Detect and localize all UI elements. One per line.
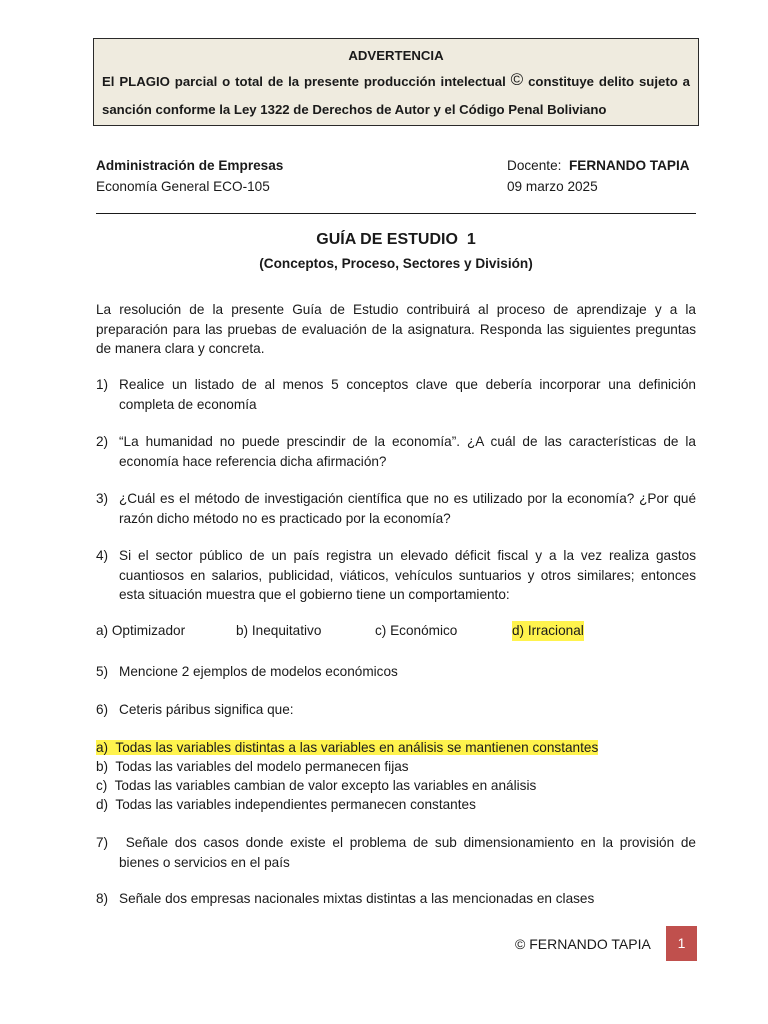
- question-5: [96, 662, 696, 682]
- page-number-badge: 1: [666, 926, 697, 961]
- option-d-highlighted: d) Irracional: [512, 621, 584, 641]
- question-text: Señale dos casos donde existe el problema de sub dimensionamiento en la provisión de bienes o servicios en el país: [119, 835, 696, 870]
- option-a-highlighted: a) Todas las variables distintas a las variables en análisis se mantienen constantes: [96, 740, 599, 755]
- question-number: 3): [96, 491, 109, 506]
- option-d: d) Todas las variables independientes permanecen constantes: [96, 797, 476, 812]
- intro-paragraph: La resolución de la presente Guía de Estudio contribuirá al proceso de aprendizaje y a la preparación para las pruebas de evaluación de la asignatura. Responda las siguientes preguntas de manera clara y concreta.: [96, 302, 696, 356]
- question-8: [96, 889, 696, 909]
- option-c: c) Todas las variables cambian de valor excepto las variables en análisis: [96, 778, 537, 793]
- teacher-info: [507, 155, 690, 197]
- warning-text-before: El PLAGIO parcial o total de la presente producción intelectual: [102, 74, 506, 89]
- copyright-icon: ©: [510, 70, 524, 89]
- question-number: 2): [96, 434, 109, 449]
- document-title: GUÍA DE ESTUDIO 1: [316, 231, 476, 248]
- question-number: 8): [96, 891, 109, 906]
- question-text: ¿Cuál es el método de investigación científica que no es utilizado por la economía? ¿Por qué razón dicho método no es practicado por la economía?: [119, 491, 696, 526]
- question-number: 4): [96, 548, 109, 563]
- teacher-name: FERNANDO TAPIA: [568, 158, 690, 173]
- question-text: Realice un listado de al menos 5 conceptos clave que debería incorporar una definición completa de economía: [119, 377, 696, 412]
- program-name: Administración de Empresas: [96, 158, 284, 173]
- question-text: Mencione 2 ejemplos de modelos económicos: [119, 664, 398, 679]
- question-7: [96, 833, 696, 872]
- question-number: 6): [96, 702, 109, 717]
- question-4: [96, 546, 696, 605]
- teacher-line: [507, 155, 690, 176]
- footer-author: © FERNANDO TAPIA: [515, 936, 651, 952]
- question-6-options: [96, 738, 696, 814]
- option-b: b) Inequitativo: [236, 623, 322, 638]
- question-3: [96, 489, 696, 528]
- question-4-options: [96, 621, 696, 641]
- warning-title: ADVERTENCIA: [348, 48, 444, 63]
- question-number: 7): [96, 835, 109, 850]
- question-1: [96, 375, 696, 414]
- warning-text: [102, 67, 690, 124]
- question-number: 5): [96, 664, 109, 679]
- question-2: [96, 432, 696, 471]
- question-text: Ceteris páribus significa que:: [119, 702, 294, 717]
- course-name: Economía General ECO-105: [96, 179, 270, 194]
- document-subtitle: (Conceptos, Proceso, Sectores y División): [259, 256, 533, 271]
- question-text: “La humanidad no puede prescindir de la economía”. ¿A cuál de las características de la economía hace referencia dicha afirmación?: [119, 434, 696, 469]
- option-c: c) Económico: [375, 623, 458, 638]
- option-a: a) Optimizador: [96, 623, 186, 638]
- question-text: Si el sector público de un país registra un elevado déficit fiscal y a la vez realiza gastos cuantiosos en salarios, publicidad, viáticos, vehículos suntuarios y otros similares; entonces esta situación muestra que el gobierno tiene un comportamiento:: [119, 548, 696, 602]
- option-b: b) Todas las variables del modelo permanecen fijas: [96, 759, 409, 774]
- question-number: 1): [96, 377, 109, 392]
- course-info: [96, 155, 283, 197]
- warning-text-after: constituye delito sujeto a sanción conforme la Ley 1322 de Derechos de Autor y el Código Penal Boliviano: [102, 74, 690, 117]
- question-6: [96, 700, 696, 720]
- document-date: 09 marzo 2025: [507, 179, 598, 194]
- copyright-warning-box: [93, 38, 699, 126]
- header-divider: [96, 213, 696, 214]
- teacher-label: Docente:: [507, 158, 562, 173]
- question-text: Señale dos empresas nacionales mixtas distintas a las mencionadas en clases: [119, 891, 595, 906]
